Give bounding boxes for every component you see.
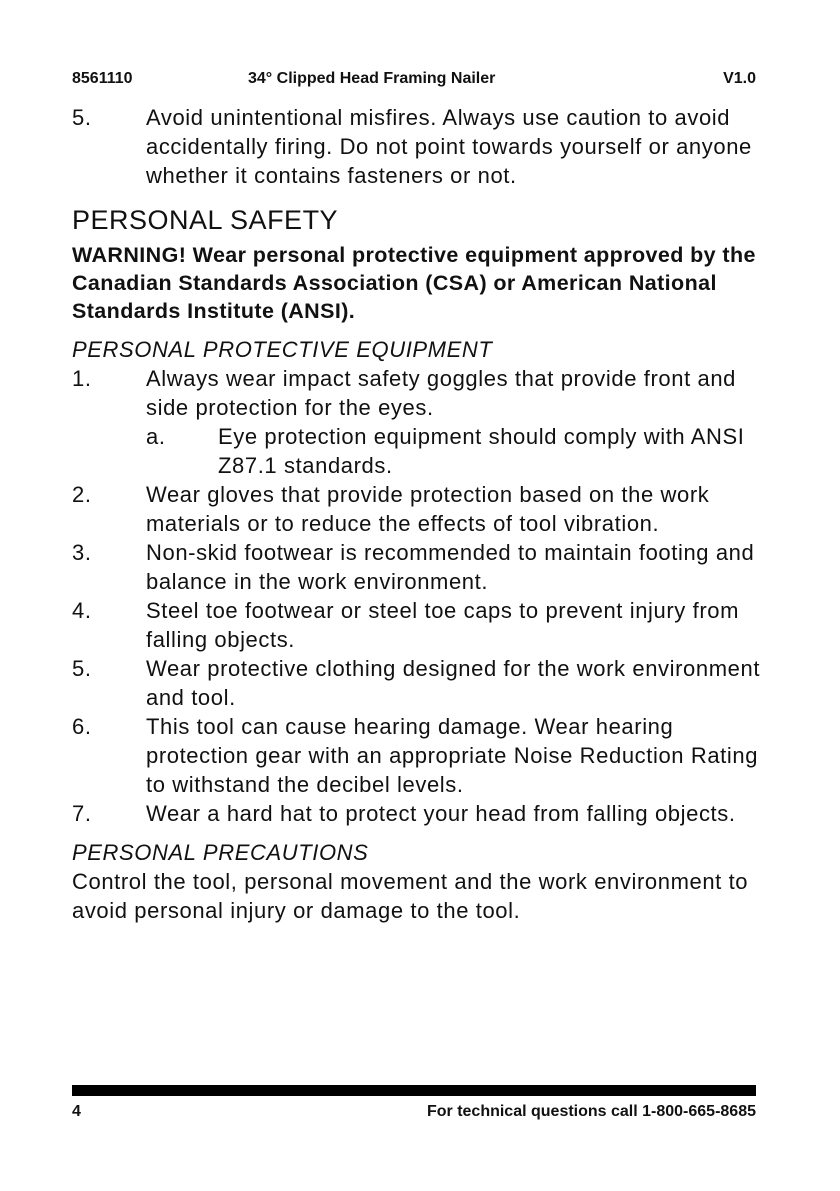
warning-text: WARNING! Wear personal protective equipment approved by the Canadian Standards Association (CSA) or American National Standards Institute (ANSI).: [72, 243, 756, 323]
item-number: 5.: [72, 105, 92, 130]
footer-divider: [72, 1085, 756, 1096]
item-number: 7.: [72, 801, 92, 826]
list-item: [72, 712, 762, 799]
item-text: Avoid unintentional misfires. Always use caution to avoid accidentally firing. Do not point towards yourself or anyone whether it contains fasteners or not.: [146, 105, 752, 188]
item-text: This tool can cause hearing damage. Wear hearing protection gear with an appropriate Noise Reduction Rating to withstand the decibel levels.: [146, 714, 759, 797]
page-number: 4: [72, 1103, 81, 1120]
list-item: [72, 596, 762, 654]
product-title: 34° Clipped Head Framing Nailer: [248, 70, 496, 87]
item-number: 4.: [72, 598, 92, 623]
item-text: [146, 364, 762, 480]
list-item: [72, 538, 762, 596]
version-label: V1.0: [723, 70, 756, 87]
item-number: 5.: [72, 656, 92, 681]
item-text-main: Always wear impact safety goggles that provide front and side protection for the eyes.: [146, 366, 737, 420]
section-title: PERSONAL SAFETY: [72, 205, 339, 235]
item-number: 2.: [72, 482, 92, 507]
sub-item-text: Eye protection equipment should comply with ANSI Z87.1 standards.: [218, 424, 745, 478]
list-item: [72, 364, 762, 480]
list-item: [72, 103, 762, 190]
list-item: [72, 799, 762, 828]
ppe-heading: PERSONAL PROTECTIVE EQUIPMENT: [72, 337, 493, 362]
precautions-text: Control the tool, personal movement and the work environment to avoid personal injury or damage to the tool.: [72, 869, 749, 923]
item-number: 3.: [72, 540, 92, 565]
sub-item-letter: a.: [146, 424, 166, 449]
item-text: Wear protective clothing designed for the work environment and tool.: [146, 656, 761, 710]
support-contact: For technical questions call 1-800-665-8685: [426, 1103, 756, 1120]
item-number: 1.: [72, 366, 92, 391]
page-header: [72, 70, 756, 92]
sub-list-item: [146, 422, 762, 480]
item-text: Steel toe footwear or steel toe caps to prevent injury from falling objects.: [146, 598, 740, 652]
item-number: 6.: [72, 714, 92, 739]
precautions-heading: PERSONAL PRECAUTIONS: [72, 840, 369, 865]
item-text: Wear a hard hat to protect your head from falling objects.: [146, 801, 736, 826]
product-code: 8561110: [72, 70, 133, 87]
list-item: [72, 480, 762, 538]
item-text: Wear gloves that provide protection based on the work materials or to reduce the effects of tool vibration.: [146, 482, 710, 536]
page-content: [72, 103, 762, 925]
list-item: [72, 654, 762, 712]
item-text: Non-skid footwear is recommended to maintain footing and balance in the work environment.: [146, 540, 755, 594]
